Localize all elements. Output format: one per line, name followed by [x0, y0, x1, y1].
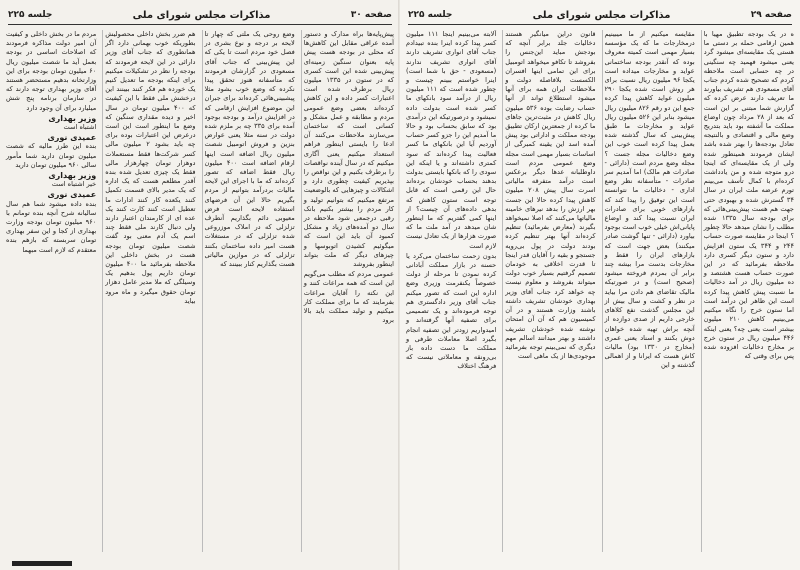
speaker-name: وزیر بهداری [48, 171, 97, 181]
speaker-name: عمیدی نوری [47, 133, 97, 143]
text-column [4, 30, 98, 552]
paragraph [105, 30, 195, 306]
paragraph [406, 30, 496, 251]
speaker-name: عمیدی نوری [47, 190, 97, 200]
session-number: جلسه ۲۲۵ [408, 10, 453, 20]
page-number: صفحه ۲۹ [750, 10, 792, 20]
speaker-name: وزیر بهداری [48, 113, 97, 123]
paragraph-text: هم ضرر بخش داخلی محصولیش بطوریکه خوب بهمانی دارد اگر همانطوری که جناب آقای وزیر دارائی در این لایحه فرمودند که بودجه را نظر در تشکیلات میکنیم برای اینکه بودجه ما تعدیل کنیم یک خورده هم فکر کنند ببینند این درخشش ملی فقط با این کیفیت که ۴۰۰ میلیون تومان در سال اخیر و دیده مقداری سنگین که وضع ما اینطور است این است درعرض این اعتبارات بوده برای چه باید بشود ۲ میلیون مالی کسر شرکت‌ها فقط مستعملات دوهزار تومان چهارهزار مالی فقط یک چیزی تعدیل شده بنده آقدر مطلعم هست که یک اداره که یک مدیر بالای قسمت تکمیل کنند یکعده کار کنند ادارات ما تعطیل است کنند کارت کنند یک عده ای از کارمندان اعتبار دارند ولی دنبال کارند ملی فقط چند اسم یک آدم معنی بود گفت شصت میلیون تومان بودجه هست در بخش داخلی این ملاحظه بفرمائید ما ۴۰۰ میلیون تومان داریم پول بدهیم یک وسیلگی که ملا مدیر عامل دهزار تومان حقوق میگیرد و ماه مرود بیاید [105, 30, 196, 305]
paragraph [406, 252, 496, 372]
paragraph [505, 30, 595, 361]
page-header [8, 6, 392, 25]
text-column [701, 30, 796, 552]
paragraph [6, 171, 96, 189]
paragraph-text: بنده داده میشود شما هم سال سالیانه شرح آنچه بنده تومانم با ۹۶۰ میلیون تومان بودجه وزارت بهداری از کجا و این سفر بهداری تومان سربسته که بازهم بنده معتقدم که لازم است مبهما [6, 199, 97, 254]
paragraph [605, 30, 695, 371]
paragraph [6, 190, 96, 254]
publication-title: مذاکرات مجلس شورای ملی [132, 9, 271, 21]
paragraph [304, 30, 394, 269]
paragraph-text: پیش‌پایه‌ها براه مدارک و دستور آمده عراقی مقابل این کاهش‌ها که محلی در بودجه هست پیش پایه بعنوان سنگین زمینه‌ای پیش‌بینی شده این است کسری که در ستون در ۱۳۳۵ میلیون ریال برطرف شده است اعتبارات کسر داده و این کاهش کرده‌اند بعضی وضع عمومی مردم و مطابقه و عمل مشکل و کسانی است که ساختمان می‌سازند ملاحظات می‌کنند آن ادعا را بایستی اینطور فراهم استعداد میکنیم یعنی آگاری میکنیم که در سال آینده نواقصات را برطرف بکنیم و این نواقص را بپذیریم کیفیت چطوری دارد و اشکالات و چیزهایی که بالوضعیت مرتفع میکنیم که بتوانیم تولید و کار مردم را بیشتر بکنیم بانک رقبی درجمعی شود ملاحظه در سال دو آمده‌های زیاد و مشکل کمبود آن باید این است که میگوئیم کشیدن اتوبوسها و چیزهای دیگر که ملت بتواند اینطور بفروشد [303, 30, 394, 269]
paragraph-text: خیر اشتباه است [51, 180, 97, 189]
publication-title: مذاکرات مجلس شورای ملی [532, 9, 671, 21]
paragraph [704, 30, 794, 361]
paragraph-text: ه در یک بودجه تطبیق مهیا با همین ارقامی حمله بر دستی ما هستی یک مقایسه‌ای میشود گرد یعنی میشود فهمید چه سنگینی در چه حسابی است ملاحظه کردم که تصحیح شده کردم جناب آقای مسعودی هم تشریف بیاورند ما تعریف دارند عرض کرده که گزارش شما مبتنی بر این است که بعد از ۲۸ مرداد چون اوضاع مملکت ما آشفته بود باید بتدریج وضع مالی و اقتصادی و بالنتیجه تعادل بودجه‌ها را بهتر شده باشد ایشان فرمودند همینطور شده ولی از یک مقایسه‌ای که اینجا درو متوجه شده و من یادداشت کرده‌ام با کمال تأسف می‌بینم تورم عرضه ملت ایران در سال ۳۴ گسترش شده و بهبودی حتی جهت هم هست پیش‌بینی‌هائی که برای بودجه سال ۱۳۳۵ شده مطلب را نشان میدهد حالا چطور ؟ اینجا در مقایسه صورت حساب ۲۴۴ و ۳۴۴ یک ستون افزایش دارد و ستون دیگر کسری دارد ملاحظه بفرمائید که در این صورت حساب هست هشتصد و ده میلیون ریال در آمد دخالیات ما نسبت پیش کاهش پیدا کرده است این ظاهر این درآمد است اما ستون خرج را نگاه میکنیم می‌بینیم کاهش ۲۱۰ میلیون بیشتر است یعنی چه؟ یعنی اینکه ۴۴۶ میلیون ریال در ستون خرج بر مخارج دخالیات افزوده شده پس برای وقتی که [703, 30, 794, 361]
text-columns [4, 30, 396, 552]
paragraph [205, 30, 295, 269]
paragraph [6, 133, 96, 170]
text-column [404, 30, 498, 552]
paragraph-text: مقایسه میکنیم از ما میبینیم درمخارجات ما که یک مؤسسه بسیار مهمی است کمیته معروف بوده که آنقدر بودجه ساختمانی عواید و مخارجات میداده است یکجا ۹۶ میلیون ریال نسبت برای هر روش است شده یکجا ۲۹۰ میلیون عواید کاهش پیدا کرده جمع این دو رقم ۸۲۶ میلیون ریال میشود بنابر این ۵۲۶ میلیون ریال عواید و مخارجات ما طبق پیش‌بینی که سال گذشته شده بعمل پیدا کرده است خوب این وضع دخالیات مجله جست ؟ مجله وضع مردم است (دارائی - صادرات هم مالک) اما آمدیم سر صادرات - متأسفانه نظر وضع اداری - دخالیات ما نتوانسته است این توفیق را پیدا کند که بازارهای خوبی برای صادرات ایران نسبت پیدا کند و اوضاع پایانی‌اش خیلی خوب است بوجود بیاورد (دارائی - تنها گوشت صادر میکنند) بعض جهت است که بازارهای ایران را فقط و مخارجات بدست مرا بیشه چند برابر آن بمردم فروخته میشود (صحیح است) و در صورتیکه مالیک تقاضای هم دادن مرا بیاید در نظر و کشت و سال بیش از این مجلس گذشت نفع کلاهای خارجی داریم از صدی دوازده از آنچه براش تهیه شده خواهان دوش بکنند و اسناد یعنی عمری (مخارج در ۱۳۳۰ بود) مالیات کاش هست که ایرانا و از اهمالی گذشته و این [604, 30, 695, 370]
text-column [301, 30, 396, 552]
text-columns [404, 30, 796, 552]
paragraph-text: بنده این طرز مالیه که شصت میلیون تومان دارید شما مأمور سالی ۹۶۰ میلیون تومان دارید [6, 142, 97, 169]
page-number: صفحه ۳۰ [350, 10, 392, 20]
text-column [602, 30, 697, 552]
paragraph-text: عمومی مردم که مطلب می‌گویم این است که همه مراعات کنند و این نکته را آقایان مراعات بفرمایند که ما برای مملکت کار میکنیم و تولید مملکت باید بالا برود [303, 270, 394, 325]
text-column [202, 30, 297, 552]
session-number: جلسه ۲۲۵ [8, 10, 53, 20]
paragraph [6, 114, 96, 132]
page-header [408, 6, 792, 25]
paragraph [6, 30, 96, 113]
right-page [400, 0, 800, 570]
paragraph-text: آلابته می‌بینیم اینجا ۱۱۱ میلیون کسر پیدا کرده اینرا بنده تبیدادم جناب آقای انواری تشریف دارند آقای انواری تشریف ندارند (مسعودی - حق با شما است) اینرا خواستم ببینم چیست و چطور شده است که ۱۱۱ میلیون ریال از درآمد سود بانکهای ما کسر شده است بدولت داده نمیشود و درصورتیکه این درآمدی بود که سابق بحساب بود و حالا ما آمدیم این را جزو کسر حساب آوردیم آیا این بانکهای ما کسر فعالیت پیدا کرده‌اند که سود کمتری داشته‌اند و یا اینکه این سودی را که بانکها بایستی بدولت بدهند بحساب خودشان برده‌اند حال این رقمی است که قابل توجه است ستون کاهش که بدهی داده‌های آن چیست؟ از اینها کمی گفتریم که ما اینطور شان میدهد در آمد ملت ما که صورت هزارها از یک تعادل نیست لازم است [406, 30, 497, 250]
paragraph [304, 270, 394, 325]
paragraph-text: اشتباه است [63, 123, 97, 132]
paragraph-text: مردم ما در بخش داخلی و کیفیت آن امیر دولت مذاکره فرمودند که اصلاحات اساسی در بودجه بعمل آید ما شصت میلیون ریال ۶۰ میلیون تومان بودجه برای این وزارتخانه بدهیم مستحضر هستند آقای وزیر بهداری توجه دارند که در سازمان برنامه پنج شش میلیارد برای آن وجود دارد [6, 30, 97, 112]
text-column [502, 30, 597, 552]
paragraph-text: وضع روحی یک ملتی که چهار تا لایحه بر درجه و نوع بشری در فصل خود مردم است تا یکی که این پیش‌بینی که جناب آقای مسعودی در گزارشان فرمودند که متأسفانه هنوز تحقق پیدا نکرده که وضع خوب بشود مثلا پیشبینی‌هائی کرده‌اند برای جبران این موضوع افزایش ارقامی که در افزایش درآمد و بودجه بوجود آمده برای ۳۳۵ چه بر ملزم شده دولت در سنه مثلا یعنی عوارض بنزین و فروش اتومبیل شصت میلیون ریال اضافه است اینها ارقام اضافه است ۴۰۰ میلیون ریال فقط اضافه که تصور کرده‌اند که ما با اجرای این لایحه مالیات بردرآمد بتوانیم از مردم بگیریم حالا این آن فرضهای استفاده لایحه است فرض معیوبی دائم بگذاریم آنطرف تزلزلی که در املاک موزروعی شده تزلزلی که در مستغلات هست امیر داده ساختمان بکنند تزلزلی که در موازین مالیاتی هست بگذاریم کنار ببینند که [204, 30, 295, 269]
paragraph-text: قانون دراین میانگیر هستند دخالیات جلد برابر آنچه که بودجش مباید این‌جنس را بفروشد تا تکافو میخواهد اتومبیل برای این تمامی اینها افسران الکسست بلافاصله دولت و ملاحظات ایران همه برای آنها میشود استطلاع تواند از آنها حساب رضایت بوده ۵۳۶ میلیون ریال کاهش در مثبت‌ترین جاهای ما کرده از جمعترین ارکان تطبیق بودجه مملکت و اداراتی بود پیش آمده اسد این یقینه کمبرگی از اساسات بسیار مهمی است مجله وضع عمومی مردم است داوطلبانه عدها دیگر برعکس است درآمد متفرقه مالیاتی اسرت سال پیش ۲۰۸ میلیون کاهش پیدا کرده حالا این جست بهر ارزش را بدهد نیرهای خامینه مالیاتها می‌کنند که اصلا نمیخواهد بگیرند (معارض بفرمائید) تنظیم کرده‌اند آنها بهتر تنظیم کرده بودند دولت در پول بی‌رویه جستجو و بقیه را آقایان قدر اینجا تا قدرت اخلاقی به خودمان تصمیم گرفتیم بسیار خوب دولت میتواند بفروشد و معلوم نیست چه خواهد کرد جناب آقای وزیر بهداری خودشان تشریف داشته باشند وزارت هستند و در آن کمیسیون هم که آن آن امتحان نوشته شده خودشان تشریف داشتند و بهتر میدانند اسالم مهم دیگری که نمی‌بینم توجه بفرمائید موجودی‌ها از یک ماهی است [505, 30, 596, 361]
paragraph-text: بدون زحمت ساختمان می‌کرد یا حسنه در بازار مملکت آبادانی کرده نمودن تا مرحله از دولت خصوصاً یکنفرمت وزیری وضع اداره این است که تصور میکنم جناب آقای وزیر دادگستری هم توجه فرموده‌اند و یک تصمیمی برای تصفیه آنها گرفته‌اند و امیدواریم زودتر این تصفیه انجام بگیرد اصلا معاملات طرفی و مملکت ما دست داده باز بی‌رونقه و معاملاتی نیست که فرهنگ اختلاف [406, 251, 497, 371]
footer-rule [12, 561, 72, 566]
text-column [102, 30, 197, 552]
